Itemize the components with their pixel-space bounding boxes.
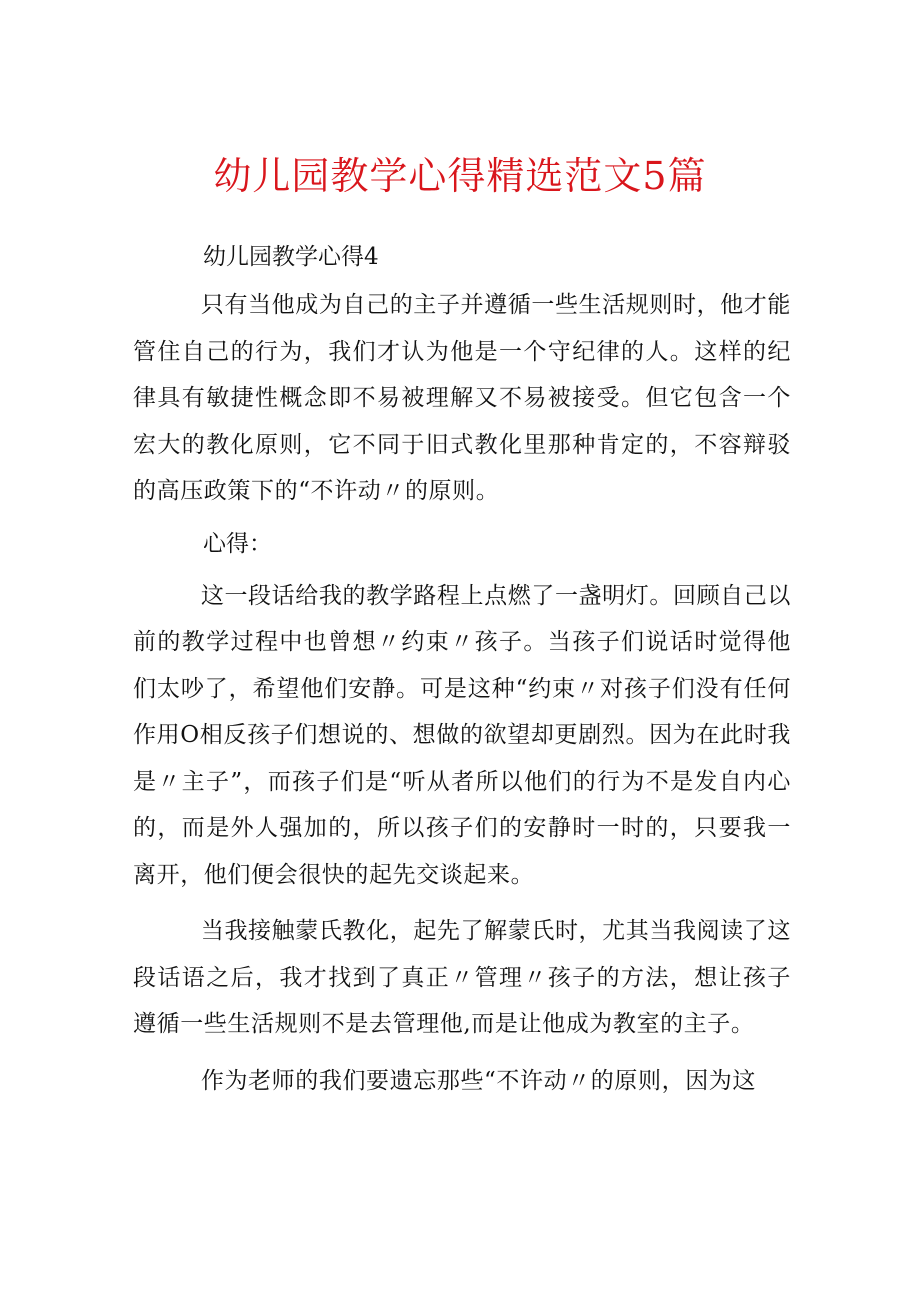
reflection-label: 心得： [203,530,272,557]
document-body [133,238,791,1104]
paragraph-reflection-2: 当我接触蒙氏教化，起先了解蒙氏时，尤其当我阅读了这段话语之后，我才找到了真正〃管理〃孩子的方法，想让孩子遵循一些生活规则不是去管理他,而是让他成为教室的主子。 [133,918,791,1037]
section-heading: 幼儿园教学心得4 [203,244,379,270]
document-title: 幼儿园教学心得精选范文5篇 [213,154,707,198]
paragraph-reflection-1: 这一段话给我的教学路程上点燃了一盏明灯。回顾自己以前的教学过程中也曾想〃约束〃孩子。当孩子们说话时觉得他们太吵了，希望他们安静。可是这种“约束〃对孩子们没有任何作用O相反孩子们想说的、想做的欲望却更剧烈。因为在此时我是〃主子”，而孩子们是“听从者所以他们的行为不是发自内心的，而是外人强加的，所以孩子们的安静时一时的，只要我一离开，他们便会很快的起先交谈起来。 [133,582,791,888]
paragraph-quote: 只有当他成为自己的主子并遵循一些生活规则时，他才能管住自己的行为，我们才认为他是一个守纪律的人。这样的纪律具有敏捷性概念即不易被理解又不易被接受。但它包含一个宏大的教化原则，它不同于旧式教化里那种肯定的，不容辩驳的高压政策下的“不许动〃的原则。 [133,292,791,504]
paragraph-reflection-3: 作为老师的我们要遗忘那些“不许动〃的原则，因为这 [200,1067,757,1094]
